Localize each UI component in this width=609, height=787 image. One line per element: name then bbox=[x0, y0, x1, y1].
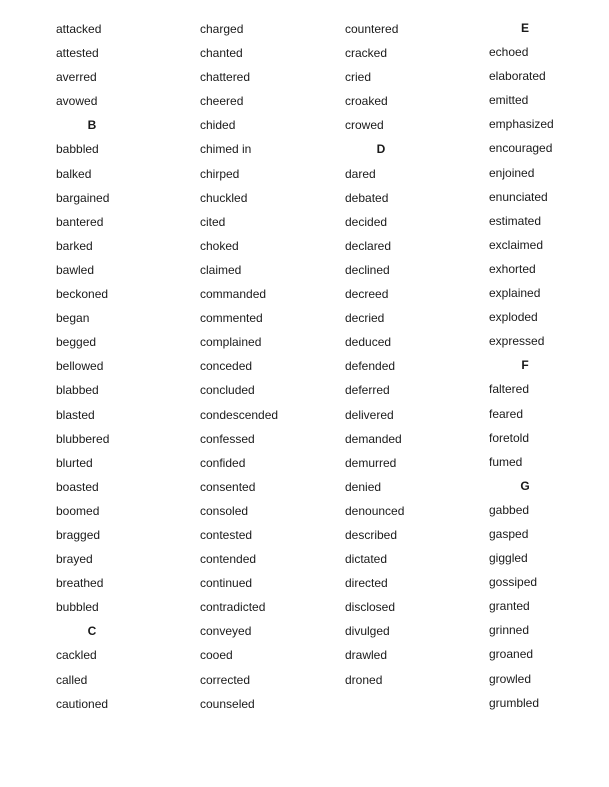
word-entry: corrected bbox=[200, 672, 251, 687]
section-letter-heading: C bbox=[87, 624, 97, 639]
word-entry: expressed bbox=[489, 334, 545, 349]
word-entry: blasted bbox=[56, 407, 95, 422]
word-entry: cautioned bbox=[56, 696, 109, 711]
word-entry: blabbed bbox=[56, 383, 99, 398]
word-entry: gossiped bbox=[489, 575, 538, 590]
word-entry: cracked bbox=[345, 46, 388, 61]
word-entry: estimated bbox=[489, 213, 542, 228]
word-entry: contradicted bbox=[200, 600, 266, 615]
word-entry: confessed bbox=[200, 431, 255, 446]
word-entry: beckoned bbox=[56, 287, 109, 302]
word-entry: decided bbox=[345, 214, 388, 229]
word-entry: bawled bbox=[56, 262, 95, 277]
word-entry: cooed bbox=[200, 648, 233, 663]
word-entry: consoled bbox=[200, 503, 249, 518]
word-entry: called bbox=[56, 672, 88, 687]
word-entry: cited bbox=[200, 214, 226, 229]
word-entry: crowed bbox=[345, 118, 384, 133]
word-entry: condescended bbox=[200, 407, 279, 422]
word-column-1 bbox=[56, 17, 196, 716]
word-entry: feared bbox=[489, 406, 524, 421]
section-letter-heading: G bbox=[520, 478, 530, 493]
word-entry: conveyed bbox=[200, 624, 252, 639]
word-entry: begged bbox=[56, 335, 97, 350]
word-entry: charged bbox=[200, 22, 244, 36]
word-entry: encouraged bbox=[489, 141, 553, 156]
word-entry: chuckled bbox=[200, 190, 248, 205]
word-entry: blurted bbox=[56, 455, 93, 470]
word-entry: echoed bbox=[489, 45, 529, 60]
word-entry: decried bbox=[345, 311, 385, 326]
word-entry: boasted bbox=[56, 479, 99, 494]
word-entry: averred bbox=[56, 70, 97, 85]
word-entry: dictated bbox=[345, 552, 388, 567]
word-entry: deduced bbox=[345, 335, 392, 350]
word-entry: chirped bbox=[200, 166, 240, 181]
word-entry: attested bbox=[56, 46, 99, 61]
word-entry: droned bbox=[345, 672, 383, 687]
word-column-4 bbox=[489, 16, 609, 715]
word-entry: exploded bbox=[489, 310, 538, 325]
word-column-2 bbox=[200, 17, 340, 716]
word-entry: gabbed bbox=[489, 502, 530, 517]
word-entry: breathed bbox=[56, 576, 104, 591]
word-entry: faltered bbox=[489, 382, 530, 397]
word-entry: bargained bbox=[56, 190, 110, 205]
word-entry: granted bbox=[489, 599, 530, 614]
word-entry: began bbox=[56, 311, 90, 326]
word-entry: denounced bbox=[345, 503, 405, 518]
word-entry: blubbered bbox=[56, 431, 110, 446]
word-entry: bubbled bbox=[56, 600, 99, 615]
word-entry: fumed bbox=[489, 454, 523, 469]
word-entry: cried bbox=[345, 70, 372, 85]
word-entry: avowed bbox=[56, 94, 98, 109]
word-entry: chattered bbox=[200, 70, 251, 85]
word-entry: debated bbox=[345, 190, 389, 205]
section-letter-heading: B bbox=[87, 118, 97, 133]
word-entry: gasped bbox=[489, 526, 529, 541]
word-entry: countered bbox=[345, 22, 399, 36]
word-entry: declined bbox=[345, 262, 390, 277]
word-entry: deferred bbox=[345, 383, 390, 398]
word-entry: commanded bbox=[200, 287, 267, 302]
section-letter-heading: D bbox=[376, 142, 386, 157]
word-entry: exclaimed bbox=[489, 237, 544, 252]
word-entry: enunciated bbox=[489, 189, 548, 204]
word-entry: choked bbox=[200, 238, 239, 253]
word-entry: dared bbox=[345, 166, 376, 181]
word-entry: chanted bbox=[200, 46, 243, 61]
word-entry: giggled bbox=[489, 551, 528, 566]
word-entry: concluded bbox=[200, 383, 255, 398]
word-entry: grinned bbox=[489, 623, 530, 638]
word-entry: cackled bbox=[56, 648, 97, 663]
word-entry: chimed in bbox=[200, 142, 252, 157]
word-entry: declared bbox=[345, 238, 392, 253]
word-entry: drawled bbox=[345, 648, 388, 663]
word-entry: emphasized bbox=[489, 117, 554, 132]
word-entry: brayed bbox=[56, 552, 93, 567]
word-entry: attacked bbox=[56, 22, 102, 36]
word-entry: directed bbox=[345, 576, 388, 591]
word-entry: elaborated bbox=[489, 69, 546, 84]
word-entry: complained bbox=[200, 335, 262, 350]
word-entry: balked bbox=[56, 166, 92, 181]
word-entry: commented bbox=[200, 311, 263, 326]
word-entry: conceded bbox=[200, 359, 253, 374]
word-entry: consented bbox=[200, 479, 256, 494]
word-entry: demurred bbox=[345, 455, 397, 470]
word-entry: exhorted bbox=[489, 261, 536, 276]
word-entry: bantered bbox=[56, 214, 104, 229]
word-entry: contended bbox=[200, 552, 257, 567]
word-entry: foretold bbox=[489, 430, 530, 445]
word-entry: denied bbox=[345, 479, 382, 494]
section-letter-heading: E bbox=[520, 21, 529, 35]
word-entry: confided bbox=[200, 455, 246, 470]
word-entry: decreed bbox=[345, 287, 389, 302]
word-entry: described bbox=[345, 527, 398, 542]
word-column-3 bbox=[345, 17, 485, 692]
word-entry: counseled bbox=[200, 696, 255, 711]
word-entry: croaked bbox=[345, 94, 388, 109]
word-entry: groaned bbox=[489, 647, 534, 662]
word-entry: grumbled bbox=[489, 695, 540, 710]
word-entry: bragged bbox=[56, 527, 101, 542]
word-entry: delivered bbox=[345, 407, 394, 422]
word-entry: barked bbox=[56, 238, 93, 253]
word-entry: boomed bbox=[56, 503, 100, 518]
word-entry: growled bbox=[489, 671, 532, 686]
word-entry: demanded bbox=[345, 431, 402, 446]
word-entry: emitted bbox=[489, 93, 529, 108]
word-entry: divulged bbox=[345, 624, 390, 639]
word-entry: continued bbox=[200, 576, 253, 591]
word-entry: disclosed bbox=[345, 600, 396, 615]
word-entry: defended bbox=[345, 359, 396, 374]
word-entry: enjoined bbox=[489, 165, 535, 180]
word-entry: babbled bbox=[56, 142, 99, 157]
word-entry: cheered bbox=[200, 94, 244, 109]
word-entry: bellowed bbox=[56, 359, 104, 374]
word-entry: claimed bbox=[200, 262, 242, 277]
word-entry: chided bbox=[200, 118, 236, 133]
section-letter-heading: F bbox=[521, 358, 529, 373]
word-entry: contested bbox=[200, 527, 253, 542]
word-entry: explained bbox=[489, 286, 541, 301]
